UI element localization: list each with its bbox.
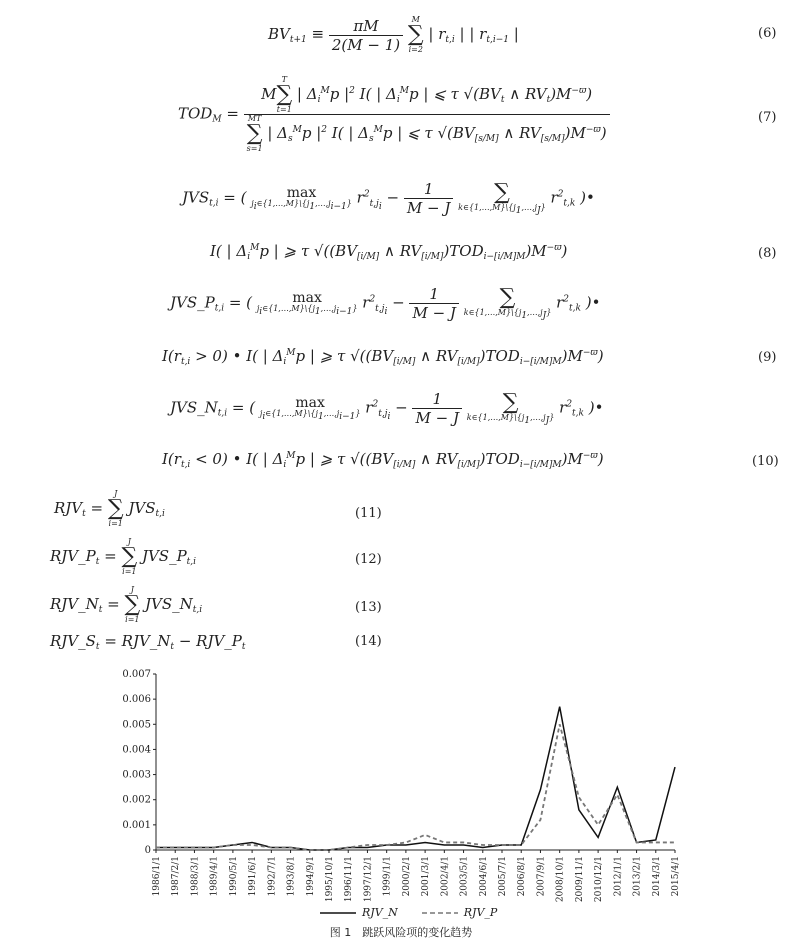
x-tick-label: 2000/2/1 bbox=[401, 856, 412, 897]
equation-14: $RJV\_S_t$ = $RJV\_N_t$ − $RJV\_P_t$ bbox=[50, 632, 246, 652]
x-tick-label: 1997/12/1 bbox=[363, 856, 374, 903]
series-line-rjv-n bbox=[156, 707, 675, 850]
series-line-rjv-p bbox=[156, 724, 675, 850]
equation-number-10: (10) bbox=[752, 454, 779, 469]
equation-6: $BV_{t+1}$ ≡ $\frac{\pi M}{2(M - 1)}$ M ∑ i=2 | $r_{t,i}$ | | $r_{t,i-1}$ | bbox=[268, 15, 519, 54]
equation-10-line1: $JVS\_N_{t,i}$ = ( max ji∈{1,…,M}\{j1,…,ji−1} $r^2_{t,ji}$ − $\frac{1}{M - J}$ ∑ k∈{1,…,M}\{j1,…,jJ} $r^2_{t,k}$ )• bbox=[170, 389, 604, 427]
equation-10-line2: $I(r_{t,i} < 0)$ • I( | $\Delta_i^Mp$ | ⩾ τ $√((BV_{[i/M]}$ ∧ $RV_{[i/M]})TOD_{i-[i/M]M})M^{-ϖ}$) bbox=[162, 450, 604, 470]
x-tick-label: 2013/2/1 bbox=[632, 856, 643, 897]
x-tick-label: 1996/11/1 bbox=[344, 856, 355, 903]
equation-number-13: (13) bbox=[355, 600, 382, 615]
figure-caption: 图 1 跳跃风险项的变化趋势 bbox=[329, 926, 473, 939]
y-tick-label: 0.003 bbox=[122, 769, 151, 781]
equation-number-6: (6) bbox=[758, 26, 777, 41]
legend-label-rjv-n: RJV_N bbox=[362, 906, 398, 919]
x-tick-label: 1994/9/1 bbox=[305, 856, 316, 897]
equation-number-14: (14) bbox=[355, 634, 382, 649]
y-tick-label: 0.007 bbox=[122, 669, 151, 680]
x-tick-label: 1990/5/1 bbox=[228, 856, 239, 897]
chart-legend bbox=[320, 906, 497, 919]
y-tick-label: 0.001 bbox=[122, 819, 151, 831]
y-tick-label: 0.005 bbox=[122, 719, 151, 731]
x-tick-label: 2014/3/1 bbox=[651, 856, 662, 897]
legend-swatch-dashed bbox=[422, 910, 458, 916]
equation-number-7: (7) bbox=[758, 110, 777, 125]
equation-7: $TOD_M$ = M T ∑ t=1 | $\Delta_i^Mp$ $|^2$ I( | $\Delta_i^Mp$ | ⩽ τ $√(BV_t$ ∧ $RV_t)M^{-ϖ}$) MT ∑ s=1 | $\Delta_s^Mp$ $|^2$ I( | $\Delta_s^Mp$ | ⩽ τ $√(BV_{[s/M]}$ ∧ $RV_{[s/M]})M^{-ϖ}$) bbox=[178, 76, 610, 153]
x-tick-label: 2009/11/1 bbox=[574, 856, 585, 903]
equation-9-line2: $I(r_{t,i} > 0)$ • I( | $\Delta_i^Mp$ | ⩾ τ $√((BV_{[i/M]}$ ∧ $RV_{[i/M]})TOD_{i-[i/M]M})M^{-ϖ}$) bbox=[162, 347, 604, 367]
legend-swatch-solid bbox=[320, 910, 356, 916]
x-tick-label: 2015/4/1 bbox=[671, 856, 681, 897]
equation-13: $RJV\_N_t$ = J ∑ i=1 $JVS\_N_{t,i}$ bbox=[50, 585, 203, 624]
equation-11: $RJV_t$ = J ∑ i=1 $JVS_{t,i}$ bbox=[54, 489, 165, 528]
x-tick-label: 2001/3/1 bbox=[421, 856, 432, 897]
y-tick-label: 0 bbox=[144, 845, 151, 856]
x-tick-label: 1989/4/1 bbox=[209, 856, 220, 897]
x-tick-label: 2005/7/1 bbox=[498, 856, 508, 897]
x-tick-label: 2010/12/1 bbox=[594, 856, 605, 903]
y-tick-label: 0.004 bbox=[122, 744, 151, 756]
x-tick-label: 1991/6/1 bbox=[248, 856, 259, 897]
x-tick-label: 1986/1/1 bbox=[152, 856, 162, 897]
x-tick-label: 2008/10/1 bbox=[555, 856, 566, 903]
equation-number-11: (11) bbox=[355, 506, 382, 521]
equation-8-line1: $JVS_{t,i}$ = ( max ji∈{1,…,M}\{j1,…,ji−1} $r^2_{t,ji}$ − $\frac{1}{M - J}$ ∑ k∈{1,…,M}\{j1,…,jJ} $r^2_{t,k}$ )• bbox=[182, 179, 595, 217]
x-tick-label: 1999/1/1 bbox=[382, 856, 393, 897]
equation-number-8: (8) bbox=[758, 246, 777, 261]
x-tick-label: 1995/10/1 bbox=[325, 856, 335, 903]
equation-8-line2: I( | $\Delta_i^Mp$ | ⩾ τ $√((BV_{[i/M]}$ ∧ $RV_{[i/M]})TOD_{i-[i/M]M})M^{-ϖ}$) bbox=[210, 242, 568, 262]
x-tick-label: 1988/3/1 bbox=[190, 856, 201, 897]
equation-number-9: (9) bbox=[758, 350, 777, 365]
x-tick-label: 1992/7/1 bbox=[267, 856, 278, 897]
legend-item-rjv-n bbox=[320, 906, 398, 919]
x-tick-label: 2007/9/1 bbox=[536, 856, 547, 897]
x-tick-label: 2004/6/1 bbox=[478, 856, 489, 897]
y-tick-label: 0.006 bbox=[122, 694, 151, 706]
legend-item-rjv-p bbox=[422, 906, 498, 919]
equation-9-line1: $JVS\_P_{t,i}$ = ( max ji∈{1,…,M}\{j1,…,ji−1} $r^2_{t,ji}$ − $\frac{1}{M - J}$ ∑ k∈{1,…,M}\{j1,…,jJ} $r^2_{t,k}$ )• bbox=[170, 284, 601, 322]
x-tick-label: 1993/8/1 bbox=[286, 856, 297, 897]
x-tick-label: 2012/1/1 bbox=[613, 856, 624, 897]
x-tick-label: 2006/8/1 bbox=[517, 856, 528, 897]
y-tick-label: 0.002 bbox=[122, 794, 151, 806]
x-tick-label: 1987/2/1 bbox=[171, 856, 182, 897]
figure-1-chart bbox=[110, 660, 710, 930]
equation-number-12: (12) bbox=[355, 552, 382, 567]
x-tick-label: 2003/5/1 bbox=[459, 856, 470, 897]
legend-label-rjv-p: RJV_P bbox=[463, 906, 498, 919]
x-tick-label: 2002/4/1 bbox=[440, 856, 451, 897]
equation-12: $RJV\_P_t$ = J ∑ i=1 $JVS\_P_{t,i}$ bbox=[50, 537, 197, 576]
line-chart bbox=[110, 660, 710, 930]
